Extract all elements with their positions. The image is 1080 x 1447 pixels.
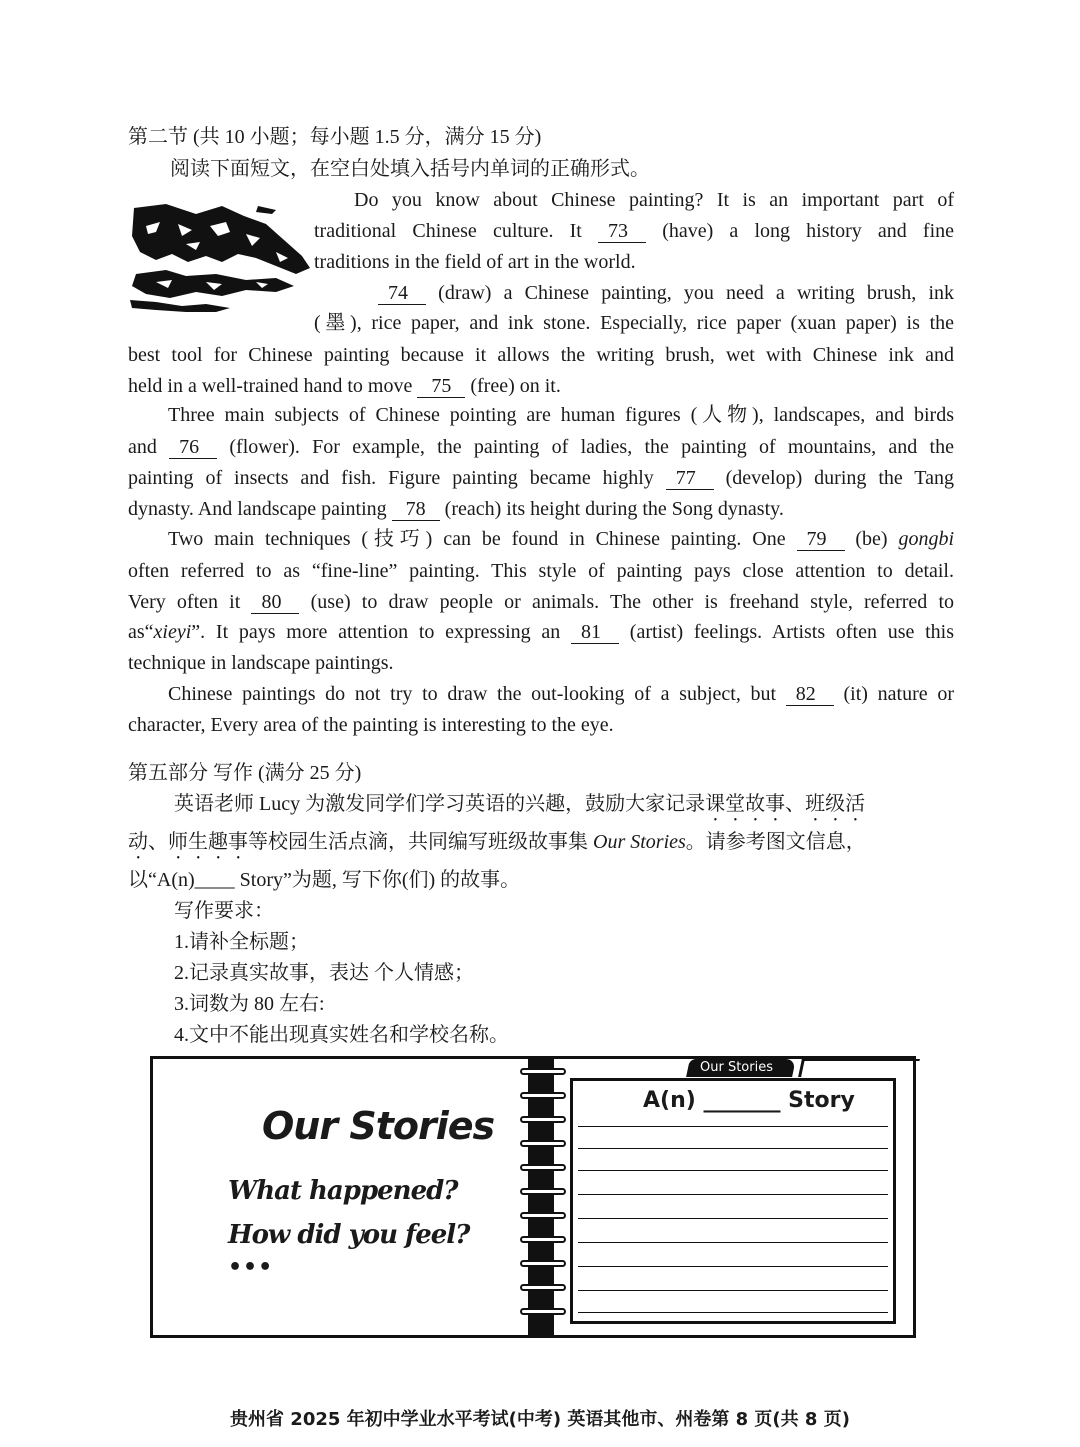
ruled-line xyxy=(578,1312,888,1313)
writing-prompt-line: 英语老师 Lucy 为激发同学们学习英语的兴趣，鼓励大家记录课堂故事、班级活 xyxy=(174,793,866,815)
passage-line: traditions in the field of art in the world. xyxy=(314,251,636,273)
passage-line: often referred to as “fine-line” painting. This style of painting pays close attention to detail. xyxy=(128,560,954,582)
spiral-ring xyxy=(520,1308,566,1315)
ruled-line xyxy=(578,1290,888,1291)
blank-80[interactable]: 80 xyxy=(251,591,299,614)
passage-line: as“xieyi”. It pays more attention to expressing an 81 (artist) feelings. Artists often use this xyxy=(128,621,955,643)
ruled-line xyxy=(578,1218,888,1219)
spiral-ring xyxy=(520,1212,566,1219)
passage-line: character, Every area of the painting is interesting to the eye. xyxy=(128,714,614,736)
blank-81[interactable]: 81 xyxy=(571,621,619,644)
ruled-line xyxy=(578,1194,888,1195)
blank-78[interactable]: 78 xyxy=(392,498,440,521)
spiral-ring xyxy=(520,1116,566,1123)
spiral-ring xyxy=(520,1236,566,1243)
passage-line: Do you know about Chinese painting? It is an important part of xyxy=(354,189,954,211)
passage-line: best tool for Chinese painting because it allows the writing brush, wet with Chinese ink and xyxy=(128,344,954,366)
notebook-question: How did you feel? xyxy=(228,1220,470,1250)
passage-line: and 76 (flower). For example, the painting of ladies, the painting of mountains, and the xyxy=(128,436,954,458)
passage-line: Very often it 80 (use) to draw people or animals. The other is freehand style, referred to xyxy=(128,591,954,613)
notebook-writing-page xyxy=(570,1078,896,1324)
ink-painting-illustration xyxy=(126,196,312,314)
passage-line: painting of insects and fish. Figure painting became highly 77 (develop) during the Tang xyxy=(128,467,955,489)
spiral-ring xyxy=(520,1188,566,1195)
passage-line: Two main techniques (技巧) can be found in Chinese painting. One 79 (be) gongbi xyxy=(168,528,955,550)
spiral-ring xyxy=(520,1068,566,1075)
passage-line: dynasty. And landscape painting 78 (reach) its height during the Song dynasty. xyxy=(128,498,784,520)
blank-76[interactable]: 76 xyxy=(169,436,217,459)
passage-line: 74 (draw) a Chinese painting, you need a writing brush, ink xyxy=(378,278,954,308)
blank-75[interactable]: 75 xyxy=(417,375,465,398)
passage-line: technique in landscape paintings. xyxy=(128,652,394,674)
passage-line: Chinese paintings do not try to draw the out-looking of a subject, but 82 (it) nature or xyxy=(168,683,954,705)
spiral-ring xyxy=(520,1140,566,1147)
writing-prompt-line: 以“A(n)____ Story”为题, 写下你(们) 的故事。 xyxy=(128,869,521,891)
section2-instruction: 阅读下面短文，在空白处填入括号内单词的正确形式。 xyxy=(170,158,650,180)
spiral-ring xyxy=(520,1092,566,1099)
passage-line: traditional Chinese culture. It 73 (have) a long history and fine xyxy=(314,220,955,242)
notebook-tab-label: Our Stories xyxy=(700,1060,773,1075)
writing-prompt-line: 动、师生趣事等校园生活点滴，共同编写班级故事集 Our Stories。请参考图文信息， xyxy=(128,831,866,853)
page-footer: 贵州省 2025 年初中学业水平考试(中考) 英语其他市、州卷第 8 页(共 8 页) xyxy=(230,1409,850,1430)
ruled-line xyxy=(578,1266,888,1267)
requirement-item: 2.记录真实故事，表达 个人情感； xyxy=(174,962,474,984)
blank-82[interactable]: 82 xyxy=(786,683,834,706)
ruled-line xyxy=(578,1126,888,1127)
blank-73[interactable]: 73 xyxy=(598,220,646,243)
notebook-cover-title: Our Stories xyxy=(262,1104,495,1148)
ellipsis-dots: ••• xyxy=(228,1255,274,1280)
passage-line: held in a well-trained hand to move 75 (free) on it. xyxy=(128,375,561,397)
ruled-line xyxy=(578,1242,888,1243)
blank-79[interactable]: 79 xyxy=(797,528,845,551)
spiral-ring xyxy=(520,1164,566,1171)
section2-heading: 第二节 (共 10 小题；每小题 1.5 分，满分 15 分) xyxy=(128,126,542,148)
requirements-title: 写作要求： xyxy=(174,900,274,922)
notebook-page-title: A(n) _______ Story xyxy=(643,1088,855,1113)
spiral-ring xyxy=(520,1260,566,1267)
requirement-item: 4.文中不能出现真实姓名和学校名称。 xyxy=(174,1024,509,1046)
blank-77[interactable]: 77 xyxy=(666,467,714,490)
requirement-item: 1.请补全标题； xyxy=(174,931,309,953)
notebook-tab-outline xyxy=(798,1059,920,1077)
ruled-line xyxy=(578,1148,888,1149)
passage-line: (墨), rice paper, and ink stone. Especially, rice paper (xuan paper) is the xyxy=(314,312,954,334)
spiral-ring xyxy=(520,1284,566,1291)
ruled-line xyxy=(578,1170,888,1171)
notebook-question: What happened? xyxy=(228,1176,458,1206)
requirement-item: 3.词数为 80 左右: xyxy=(174,993,325,1015)
blank-74[interactable]: 74 xyxy=(378,282,426,305)
passage-line: Three main subjects of Chinese pointing are human figures (人物), landscapes, and birds xyxy=(168,404,954,426)
part5-heading: 第五部分 写作 (满分 25 分) xyxy=(128,762,362,784)
